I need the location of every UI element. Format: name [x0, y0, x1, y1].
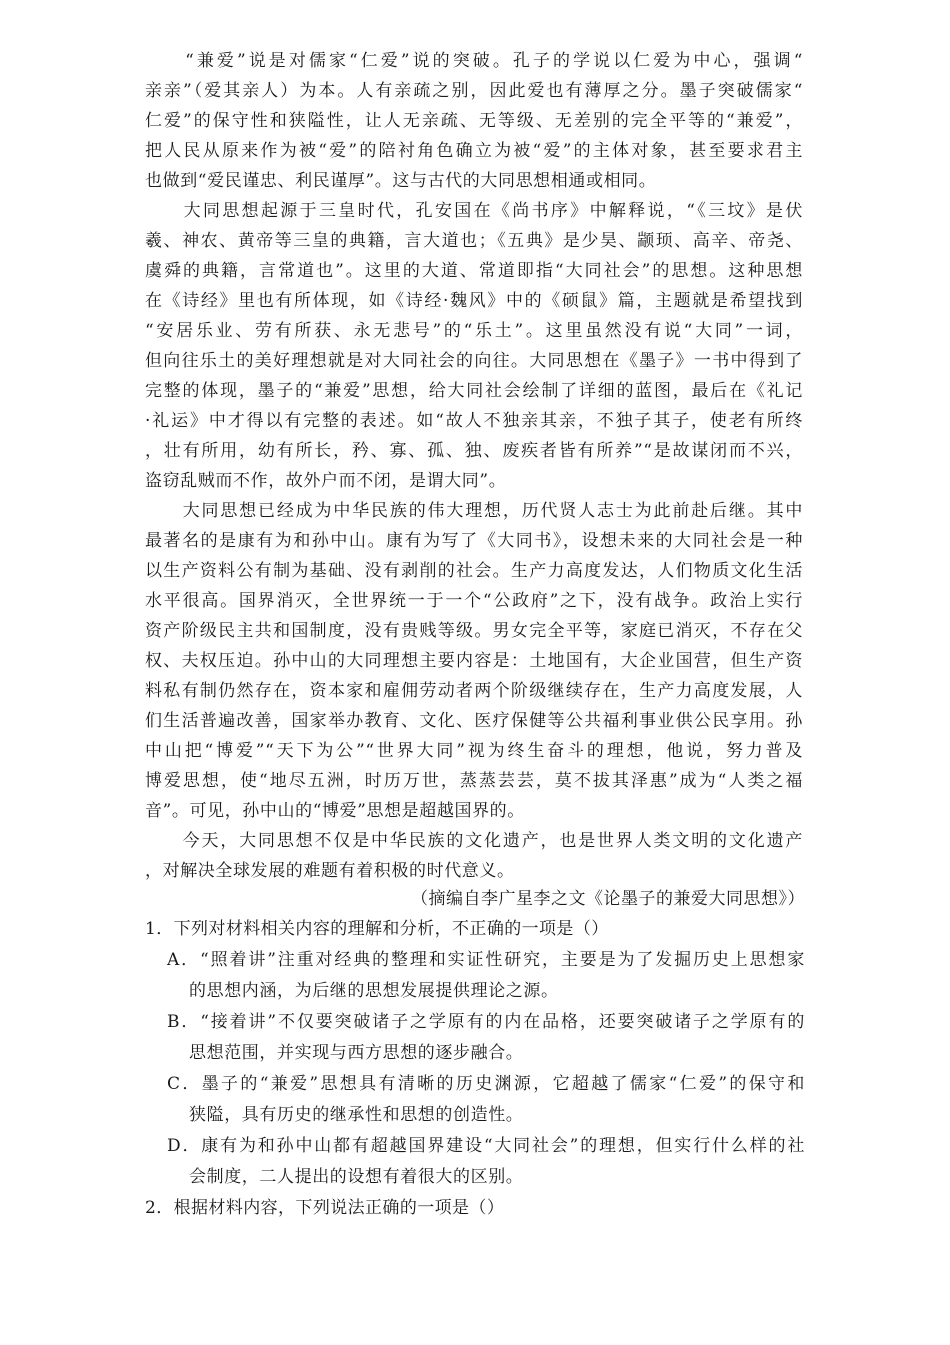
option-line: 思想范围，并实现与西方思想的逐步融合。: [189, 1043, 524, 1063]
text-line: 虞舜的典籍，言常道也”。这里的大道、常道即指“大同社会”的思想。这种思想: [145, 261, 803, 281]
option-line: 的思想内涵，为后继的思想发展提供理论之源。: [189, 981, 559, 1001]
text-line: 但向往乐土的美好理想就是对大同社会的向往。大同思想在《墨子》一书中得到了: [145, 351, 803, 371]
text-line: 也做到“爱民谨忠、利民谨厚”。这与古代的大同思想相通或相同。: [145, 171, 657, 191]
text-line: 中山把“博爱”“天下为公”“世界大同”视为终生奋斗的理想，他说，努力普及: [145, 741, 803, 761]
option-line: 狭隘，具有历史的继承性和思想的创造性。: [189, 1105, 524, 1125]
paragraph-4: [145, 826, 803, 886]
question-1-stem: 1．下列对材料相关内容的理解和分析，不正确的一项是（）: [145, 919, 609, 939]
paragraph-1: [145, 46, 803, 196]
text-line: 在《诗经》里也有所体现，如《诗经·魏风》中的《硕鼠》篇，主题就是希望找到: [145, 291, 803, 311]
text-line: 亲亲”（爱其亲人）为本。人有亲疏之别，因此爱也有薄厚之分。墨子突破儒家“: [145, 81, 803, 101]
question-1-option-b: [145, 1007, 805, 1069]
text-line: “安居乐业、劳有所获、永无悲号”的“乐土”。这里虽然没有说“大同”一词，: [145, 321, 803, 341]
text-line: 博爱思想，使“地尽五洲，时历万世，蒸蒸芸芸，莫不拔其泽惠”成为“人类之福: [145, 771, 803, 791]
text-line: 大同思想已经成为中华民族的伟大理想，历代贤人志士为此前赴后继。其中: [145, 501, 803, 521]
option-line: A．“照着讲”注重对经典的整理和实证性研究，主要是为了发掘历史上思想家: [167, 950, 805, 970]
text-line: 羲、神农、黄帝等三皇的典籍，言大道也；《五典》是少昊、颛顼、高辛、帝尧、: [145, 231, 803, 251]
text-line: 音”。可见，孙中山的“博爱”思想是超越国界的。: [145, 801, 525, 821]
text-line: 仁爱”的保守性和狭隘性，让人无亲疏、无等级、无差别的完全平等的“兼爱”，: [145, 111, 803, 131]
text-line: 完整的体现，墨子的“兼爱”思想，给大同社会绘制了详细的蓝图，最后在《礼记: [145, 381, 803, 401]
text-line: 水平很高。国界消灭，全世界统一于一个“公政府”之下，没有战争。政治上实行: [145, 591, 803, 611]
option-line: B．“接着讲”不仅要突破诸子之学原有的内在品格，还要突破诸子之学原有的: [167, 1012, 805, 1032]
questions-section: [145, 914, 805, 1224]
text-line: 们生活普遍改善，国家举办教育、文化、医疗保健等公共福利事业供公民享用。孙: [145, 711, 803, 731]
question-1-option-d: [145, 1131, 805, 1193]
source-citation: （摘编自李广星李之文《论墨子的兼爱大同思想》）: [411, 889, 805, 909]
text-line: 盗窃乱贼而不作，故外户而不闭，是谓大同”。: [145, 471, 507, 491]
text-line: 把人民从原来作为被“爱”的陪衬角色确立为被“爱”的主体对象，甚至要求君主: [145, 141, 803, 161]
text-line: ·礼运》中才得以有完整的表述。如“故人不独亲其亲，不独子其子，使老有所终: [145, 411, 803, 431]
text-line: ，壮有所用，幼有所长，矜、寡、孤、独、废疾者皆有所养”“是故谋闭而不兴，: [145, 441, 803, 461]
option-line: C．墨子的“兼爱”思想具有清晰的历史渊源，它超越了儒家“仁爱”的保守和: [167, 1074, 805, 1094]
text-line: 以生产资料公有制为基础、没有剥削的社会。生产力高度发达，人们物质文化生活: [145, 561, 803, 581]
option-line: 会制度，二人提出的设想有着很大的区别。: [189, 1167, 524, 1187]
option-line: D．康有为和孙中山都有超越国界建设“大同社会”的理想，但实行什么样的社: [167, 1136, 805, 1156]
question-1-option-a: [145, 945, 805, 1007]
paragraph-2: [145, 196, 803, 496]
article-body: [145, 46, 803, 886]
text-line: ，对解决全球发展的难题有着积极的时代意义。: [145, 861, 515, 881]
question-1-option-c: [145, 1069, 805, 1131]
text-line: 今天，大同思想不仅是中华民族的文化遗产，也是世界人类文明的文化遗产: [145, 831, 803, 851]
question-2-stem: 2．根据材料内容，下列说法正确的一项是（）: [145, 1198, 505, 1218]
text-line: 料私有制仍然存在，资本家和雇佣劳动者两个阶级继续存在，生产力高度发展，人: [145, 681, 803, 701]
text-line: 资产阶级民主共和国制度，没有贵贱等级。男女完全平等，家庭已消灭，不存在父: [145, 621, 803, 641]
paragraph-3: [145, 496, 803, 826]
text-line: 最著名的是康有为和孙中山。康有为写了《大同书》，设想未来的大同社会是一种: [145, 531, 803, 551]
text-line: “兼爱”说是对儒家“仁爱”说的突破。孔子的学说以仁爱为中心，强调“: [145, 51, 803, 71]
text-line: 大同思想起源于三皇时代，孔安国在《尚书序》中解释说，“《三坟》是伏: [145, 201, 803, 221]
text-line: 权、夫权压迫。孙中山的大同理想主要内容是：土地国有，大企业国营，但生产资: [145, 651, 803, 671]
